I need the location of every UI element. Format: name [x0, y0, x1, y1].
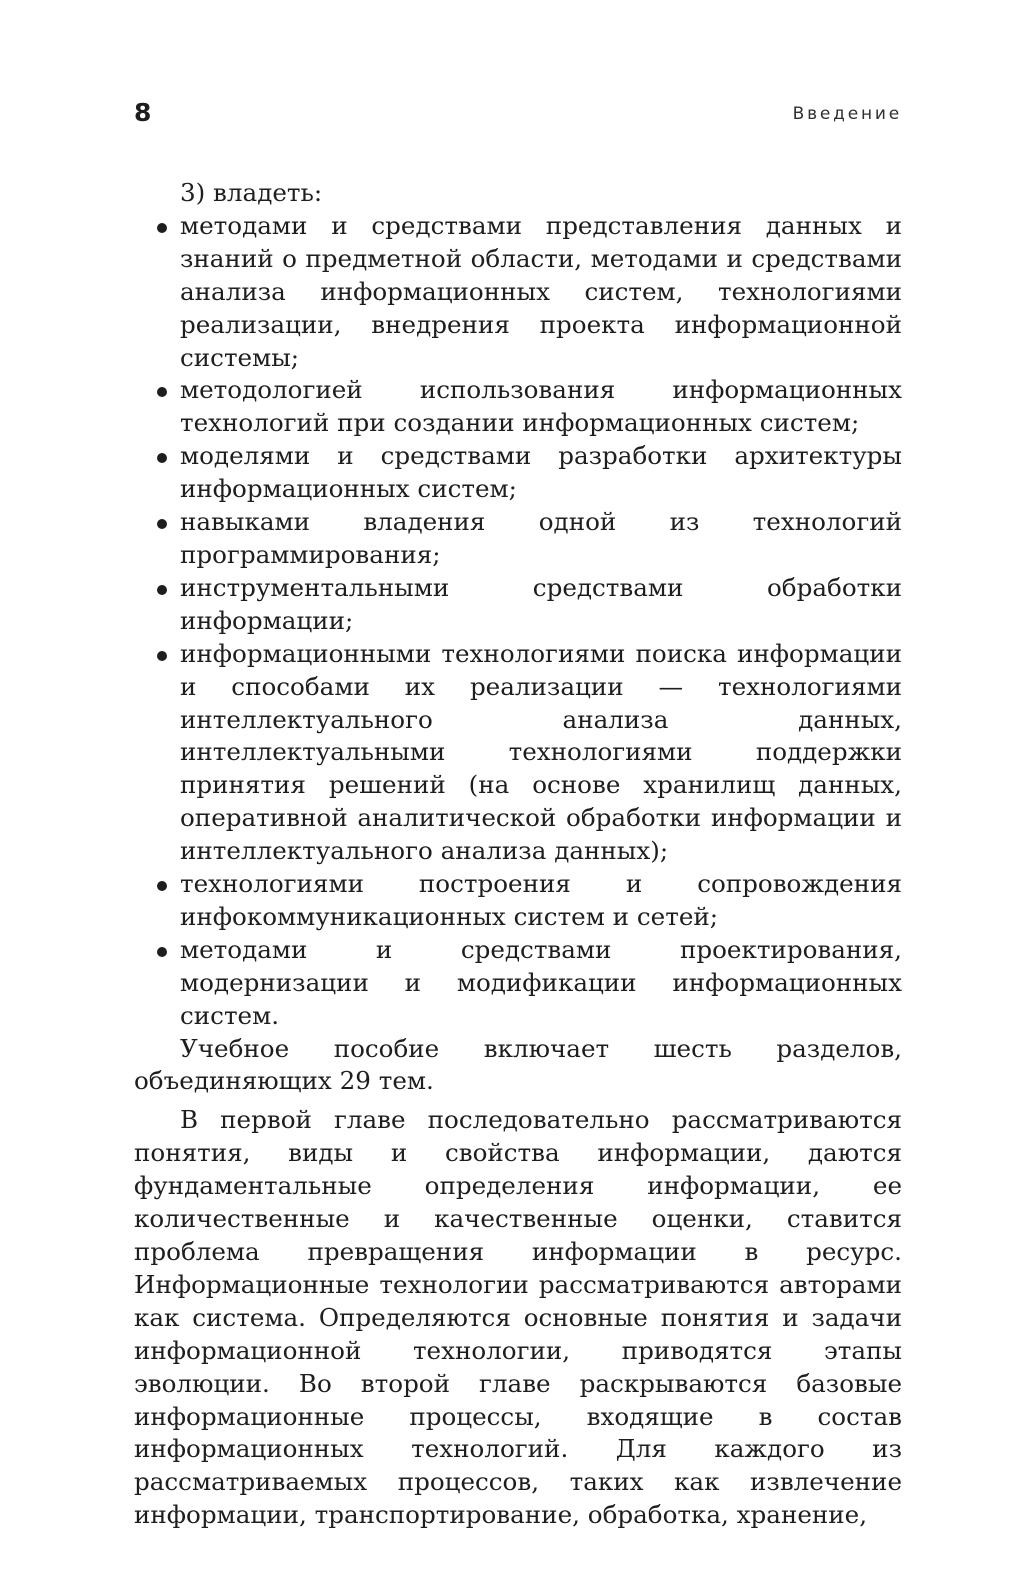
skills-list — [134, 210, 902, 1033]
list-item: методами и средствами представления данных и знаний о предметной области, методами и средствами анализа информационных систем, технологиями реализации, внедрения проекта информационной системы; — [134, 210, 902, 375]
running-header: Введение — [792, 104, 902, 124]
list-item: информационными технологиями поиска информации и способами их реализации — технологиями интеллектуального анализа данных, интеллектуальными технологиями поддержки принятия решений (на основе хранилищ данных, оперативной аналитической обработки информации и интеллектуального анализа данных); — [134, 638, 902, 868]
page-number: 8 — [134, 98, 152, 127]
list-item: инструментальными средствами обработки информации; — [134, 572, 902, 638]
list-item: навыками владения одной из технологий программирования; — [134, 506, 902, 572]
list-item: методами и средствами проектирования, модернизации и модификации информационных систем. — [134, 934, 902, 1033]
list-item: технологиями построения и сопровождения инфокоммуникационных систем и сетей; — [134, 868, 902, 934]
list-item: методологией использования информационных технологий при создании информационных систем; — [134, 374, 902, 440]
body-paragraph: Учебное пособие включает шесть разделов, объединяющих 29 тем. — [134, 1033, 902, 1096]
list-lead: 3) владеть: — [180, 178, 323, 207]
list-item: моделями и средствами разработки архитектуры информационных систем; — [134, 440, 902, 506]
body-paragraph: В первой главе последовательно рассматриваются понятия, виды и свойства информации, даются фундаментальные определения информации, ее количественные и качественные оценки, ставится проблема превращения информации в ресурс. Информационные технологии рассматриваются авторами как система. Определяются основные понятия и задачи информационной технологии, приводятся этапы эволюции. Во второй главе раскрываются базовые информационные процессы, входящие в состав информационных технологий. Для каждого из рассматриваемых процессов, таких как извлечение информации, транспортирование, обработка, хранение, — [134, 1105, 902, 1530]
page-body — [134, 177, 902, 1532]
